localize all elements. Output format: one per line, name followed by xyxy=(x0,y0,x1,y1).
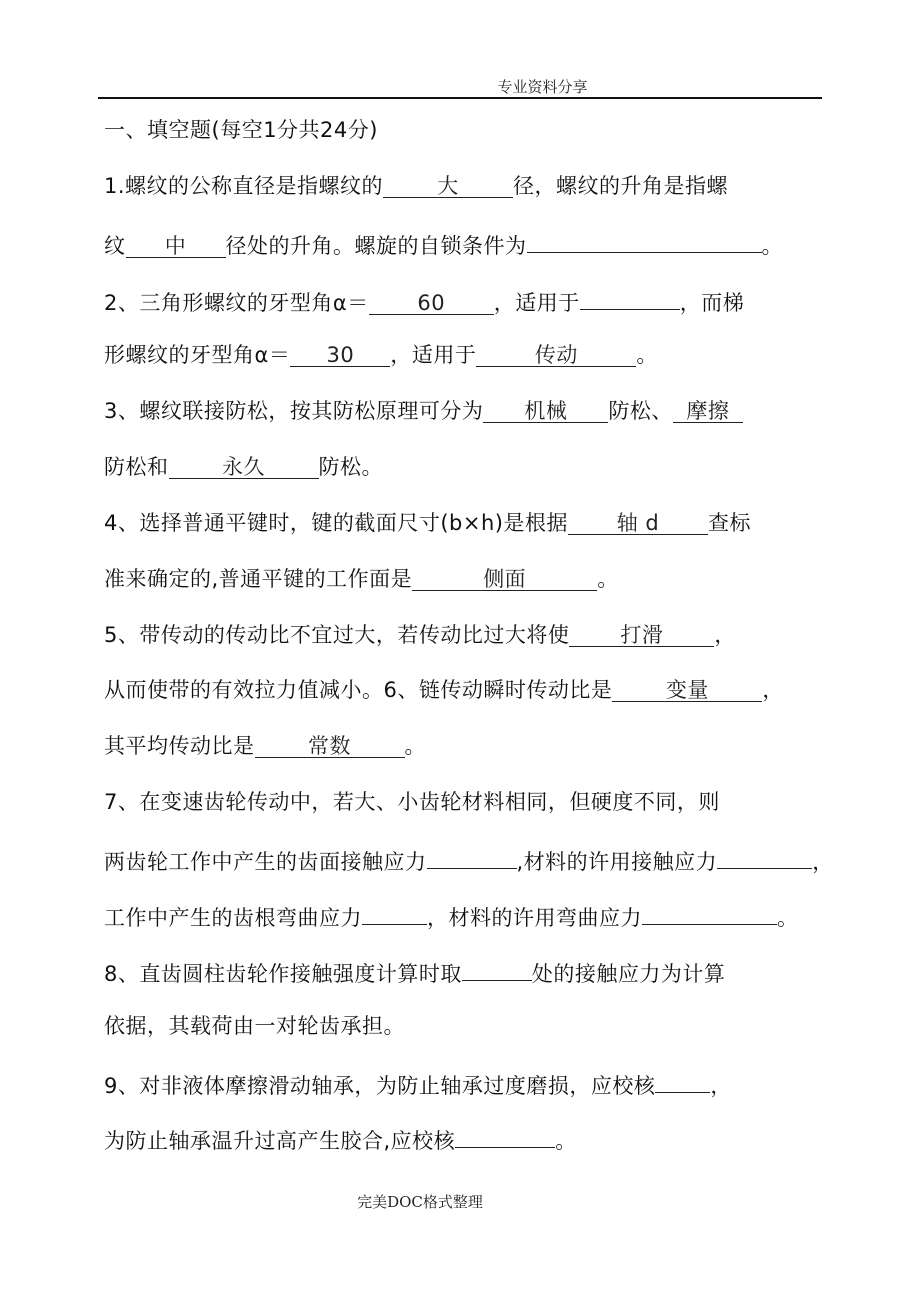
question-8-line-2: 依据，其载荷由一对轮齿承担。 xyxy=(104,1014,405,1038)
question-3-line-2: 防松和 永久 防松。 xyxy=(104,451,383,483)
question-8-line-1: 8、直齿圆柱齿轮作接触强度计算时取 处的接触应力为计算 xyxy=(104,954,725,986)
header-rule xyxy=(98,97,822,99)
page-footer: 完美DOC格式整理 xyxy=(357,1193,483,1211)
answer-blank: 打滑 xyxy=(569,620,714,647)
question-2-line-2: 形螺纹的牙型角α＝ 30 ，适用于 传动 。 xyxy=(104,339,658,371)
question-9-line-1: 9、对非液体摩擦滑动轴承，为防止轴承过度磨损，应校核 ， xyxy=(104,1066,732,1098)
question-1-line-2: 纹 中 径处的升角。螺旋的自锁条件为 。 xyxy=(104,226,783,258)
question-3-line-1: 3、螺纹联接防松，按其防松原理可分为 机械 防松、 摩擦 xyxy=(104,395,743,427)
question-4-line-2: 准来确定的,普通平键的工作面是 侧面 。 xyxy=(104,563,619,595)
answer-blank: 轴 d xyxy=(568,508,708,535)
answer-blank: 永久 xyxy=(169,452,319,479)
question-9-line-2: 为防止轴承温升过高产生胶合,应校核 。 xyxy=(104,1121,577,1153)
answer-blank xyxy=(717,842,812,869)
answer-blank xyxy=(642,898,777,925)
question-5-line-1: 5、带传动的传动比不宜过大，若传动比过大将使 打滑 ， xyxy=(104,619,736,651)
answer-blank: 侧面 xyxy=(412,564,597,591)
page-header: 专业资料分享 xyxy=(497,78,588,96)
answer-blank: 摩擦 xyxy=(673,396,743,423)
answer-blank: 30 xyxy=(290,340,390,367)
answer-blank: 60 xyxy=(369,288,494,315)
question-7-line-1: 7、在变速齿轮传动中，若大、小齿轮材料相同，但硬度不同，则 xyxy=(104,790,720,814)
answer-blank: 常数 xyxy=(255,731,405,758)
question-2-line-1: 2、三角形螺纹的牙型角α＝ 60 ，适用于 ，而梯 xyxy=(104,283,744,315)
section-title: 一、填空题(每空1分共24分) xyxy=(104,118,378,142)
question-7-line-2: 两齿轮工作中产生的齿面接触应力 ,材料的许用接触应力 ， xyxy=(104,842,834,874)
answer-blank xyxy=(455,1121,555,1148)
answer-blank: 机械 xyxy=(483,396,608,423)
answer-blank xyxy=(462,954,532,981)
answer-blank: 大 xyxy=(383,171,513,198)
question-6-line-2: 其平均传动比是 常数 。 xyxy=(104,730,426,762)
answer-blank xyxy=(527,226,762,253)
answer-blank: 传动 xyxy=(476,340,636,367)
answer-blank xyxy=(580,283,680,310)
answer-blank: 变量 xyxy=(612,675,762,702)
answer-blank xyxy=(427,842,517,869)
question-7-line-3: 工作中产生的齿根弯曲应力 ，材料的许用弯曲应力 。 xyxy=(104,898,799,930)
answer-blank xyxy=(655,1066,710,1093)
question-4-line-1: 4、选择普通平键时，键的截面尺寸(b×h)是根据 轴 d 查标 xyxy=(104,507,751,539)
answer-blank: 中 xyxy=(126,231,226,258)
answer-blank xyxy=(362,898,427,925)
question-1-line-1: 1.螺纹的公称直径是指螺纹的 大 径，螺纹的升角是指螺 xyxy=(104,170,728,202)
question-5-6-line: 从而使带的有效拉力值减小。6、链传动瞬时传动比是 变量 ， xyxy=(104,674,784,706)
